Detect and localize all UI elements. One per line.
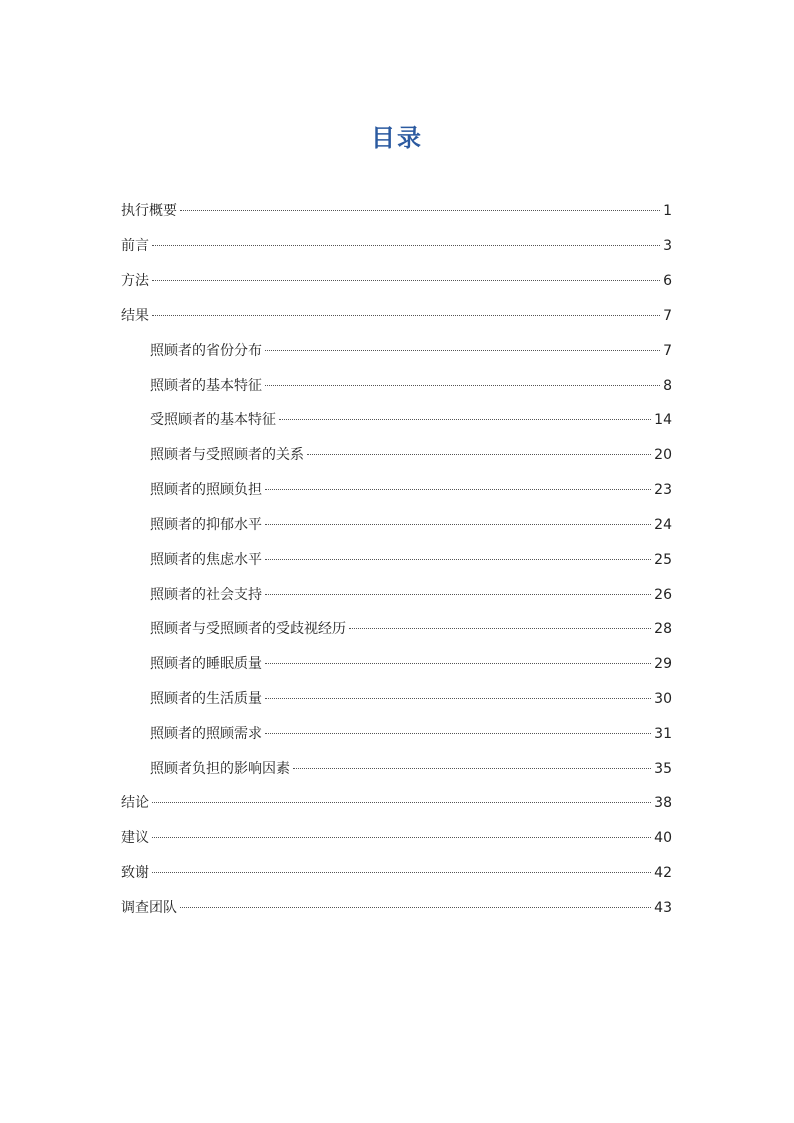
toc-entry-methods[interactable] bbox=[121, 269, 672, 293]
toc-page-number: 28 bbox=[654, 621, 672, 637]
toc-subentry[interactable] bbox=[150, 478, 672, 502]
toc-page-number: 31 bbox=[654, 726, 672, 742]
toc-entry-preface[interactable] bbox=[121, 234, 672, 258]
toc-entry-label: 调查团队 bbox=[121, 900, 177, 916]
toc-entry-conclusion[interactable] bbox=[121, 791, 672, 815]
toc-leader bbox=[152, 245, 660, 246]
toc-leader bbox=[265, 594, 651, 595]
toc-subentry[interactable] bbox=[150, 408, 672, 432]
toc-leader bbox=[265, 733, 651, 734]
toc-subentry[interactable] bbox=[150, 374, 672, 398]
toc-page-number: 24 bbox=[654, 517, 672, 533]
toc-leader bbox=[349, 628, 651, 629]
toc-leader bbox=[307, 454, 651, 455]
toc-entry-label: 照顾者的焦虑水平 bbox=[150, 552, 262, 568]
toc-leader bbox=[265, 698, 651, 699]
toc-page-number: 25 bbox=[654, 552, 672, 568]
toc-leader bbox=[265, 524, 651, 525]
toc-entry-label: 照顾者的照顾负担 bbox=[150, 482, 262, 498]
toc-page-number: 42 bbox=[654, 865, 672, 881]
toc-entry-label: 结论 bbox=[121, 795, 149, 811]
toc-leader bbox=[152, 872, 651, 873]
toc-leader bbox=[152, 837, 651, 838]
toc-subentry[interactable] bbox=[150, 687, 672, 711]
toc-subentry[interactable] bbox=[150, 757, 672, 781]
toc-entry-label: 照顾者的照顾需求 bbox=[150, 726, 262, 742]
toc-leader bbox=[265, 350, 660, 351]
toc-entry-label: 建议 bbox=[121, 830, 149, 846]
toc-leader bbox=[152, 280, 660, 281]
toc-subentry[interactable] bbox=[150, 443, 672, 467]
toc-entry-label: 照顾者的生活质量 bbox=[150, 691, 262, 707]
toc-leader bbox=[180, 907, 651, 908]
toc-leader bbox=[152, 802, 651, 803]
toc-subentry[interactable] bbox=[150, 617, 672, 641]
toc-page-number: 6 bbox=[663, 273, 672, 289]
toc-subentry[interactable] bbox=[150, 513, 672, 537]
toc-page-number: 3 bbox=[663, 238, 672, 254]
toc-entry-label: 照顾者的抑郁水平 bbox=[150, 517, 262, 533]
toc-entry-label: 照顾者与受照顾者的关系 bbox=[150, 447, 304, 463]
toc-subentry[interactable] bbox=[150, 583, 672, 607]
toc-entry-label: 方法 bbox=[121, 273, 149, 289]
toc-entry-label: 照顾者的睡眠质量 bbox=[150, 656, 262, 672]
toc-page-number: 29 bbox=[654, 656, 672, 672]
toc-entry-label: 结果 bbox=[121, 308, 149, 324]
toc-page-number: 38 bbox=[654, 795, 672, 811]
toc-page-number: 7 bbox=[663, 308, 672, 324]
toc-entry-executive-summary[interactable] bbox=[121, 199, 672, 223]
toc-entry-label: 照顾者的省份分布 bbox=[150, 343, 262, 359]
toc-leader bbox=[152, 315, 660, 316]
toc-entry-label: 照顾者的基本特征 bbox=[150, 378, 262, 394]
toc-page-number: 8 bbox=[663, 378, 672, 394]
toc-subentry[interactable] bbox=[150, 339, 672, 363]
toc-page-number: 35 bbox=[654, 761, 672, 777]
toc-subentry[interactable] bbox=[150, 722, 672, 746]
toc-page-number: 43 bbox=[654, 900, 672, 916]
toc-leader bbox=[180, 210, 660, 211]
toc-leader bbox=[265, 663, 651, 664]
toc-entry-label: 前言 bbox=[121, 238, 149, 254]
toc-leader bbox=[279, 419, 651, 420]
toc-entry-label: 受照顾者的基本特征 bbox=[150, 412, 276, 428]
toc-subentry[interactable] bbox=[150, 652, 672, 676]
toc-entry-survey-team[interactable] bbox=[121, 896, 672, 920]
toc-entry-recommendations[interactable] bbox=[121, 826, 672, 850]
toc-leader bbox=[265, 385, 660, 386]
toc-entry-label: 照顾者负担的影响因素 bbox=[150, 761, 290, 777]
toc-page-number: 30 bbox=[654, 691, 672, 707]
toc-page-number: 23 bbox=[654, 482, 672, 498]
toc-entry-label: 照顾者与受照顾者的受歧视经历 bbox=[150, 621, 346, 637]
toc-page-number: 1 bbox=[663, 203, 672, 219]
toc-page-number: 20 bbox=[654, 447, 672, 463]
toc-page-number: 14 bbox=[654, 412, 672, 428]
toc-leader bbox=[265, 559, 651, 560]
toc-entry-acknowledgements[interactable] bbox=[121, 861, 672, 885]
toc-page-number: 7 bbox=[663, 343, 672, 359]
toc-leader bbox=[265, 489, 651, 490]
toc-entry-label: 执行概要 bbox=[121, 203, 177, 219]
toc-page-number: 40 bbox=[654, 830, 672, 846]
toc-subentry[interactable] bbox=[150, 548, 672, 572]
toc-entry-results[interactable] bbox=[121, 304, 672, 328]
toc-entry-label: 照顾者的社会支持 bbox=[150, 587, 262, 603]
toc-entry-label: 致谢 bbox=[121, 865, 149, 881]
toc-leader bbox=[293, 768, 651, 769]
page-title: 目录 bbox=[371, 124, 423, 152]
toc-page-number: 26 bbox=[654, 587, 672, 603]
